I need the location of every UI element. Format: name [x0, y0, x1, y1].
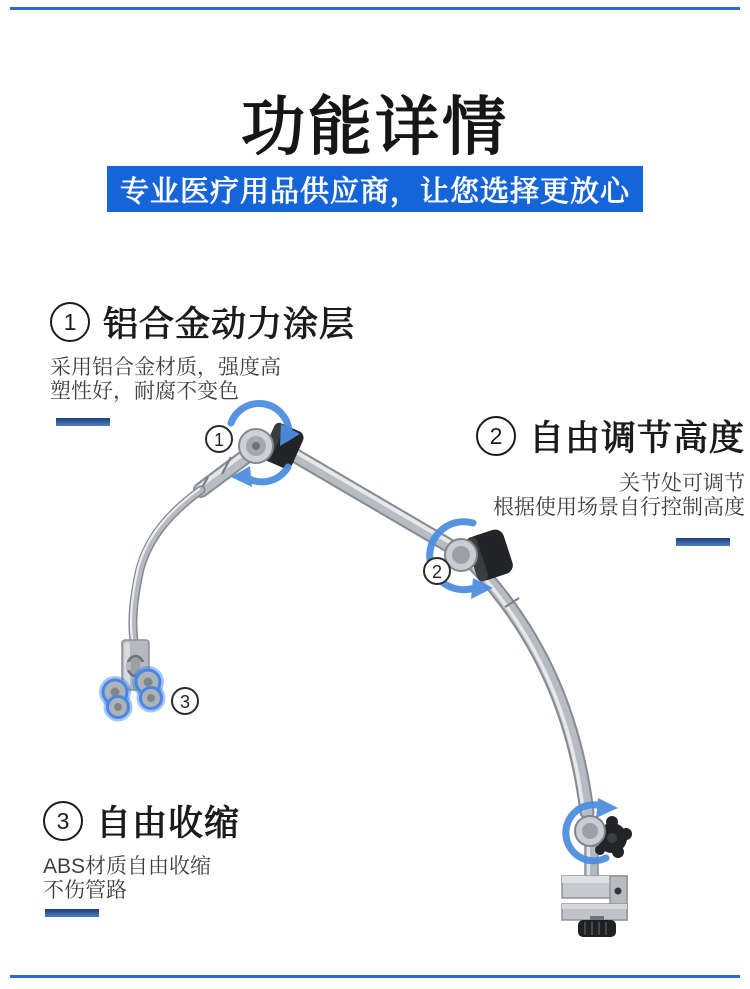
feature-1-heading	[50, 297, 355, 347]
feature-2-number-badge: 2	[476, 416, 516, 456]
joint-3	[575, 816, 632, 858]
feature-1-desc-line-2: 塑性好，耐腐不变色	[50, 380, 239, 403]
hose-clip-left	[103, 680, 129, 718]
callout-2-label: 2	[431, 562, 443, 582]
upper-arm-tube	[272, 438, 460, 552]
feature-2-accent-bar	[676, 538, 730, 546]
feature-3-description	[43, 855, 240, 903]
feature-1-accent-bar	[56, 418, 110, 426]
feature-3-desc-line-1: ABS材质自由收缩	[43, 855, 212, 878]
feature-1-desc-line-1: 采用铝合金材质，强度高	[50, 356, 281, 379]
feature-2-desc-line-1: 关节处可调节	[619, 472, 745, 495]
feature-1-description	[50, 356, 355, 404]
hose-clip-right	[136, 670, 162, 709]
callout-3	[172, 688, 198, 714]
feature-3-title: 自由收缩	[96, 804, 241, 843]
feature-3-number-badge: 3	[43, 801, 83, 841]
feature-3-desc-line-2: 不伤管路	[43, 879, 127, 902]
feature-2-desc-line-2: 根据使用场景自行控制高度	[493, 496, 745, 519]
tube-clip-assembly	[103, 640, 162, 718]
feature-1-title: 铝合金动力涂层	[103, 305, 356, 344]
callout-2	[424, 558, 450, 584]
subtitle-banner-text: 专业医疗用品供应商，让您选择更放心	[119, 175, 630, 208]
feature-block-aluminum-coating	[50, 297, 355, 426]
feature-2-description	[476, 472, 745, 520]
feature-3-heading	[43, 796, 240, 846]
feature-1-number-badge: 1	[50, 302, 90, 342]
feature-2-heading	[476, 411, 745, 461]
feature-block-height-adjust	[476, 411, 745, 546]
callout-1	[206, 426, 232, 452]
page-title: 功能详情	[241, 91, 509, 163]
lower-arm-tube	[471, 563, 587, 812]
callout-1-label: 1	[213, 430, 225, 450]
feature-block-free-retract	[43, 796, 240, 917]
feature-3-accent-bar	[45, 909, 99, 917]
feature-2-title: 自由调节高度	[528, 419, 745, 458]
callout-3-label: 3	[179, 692, 191, 712]
